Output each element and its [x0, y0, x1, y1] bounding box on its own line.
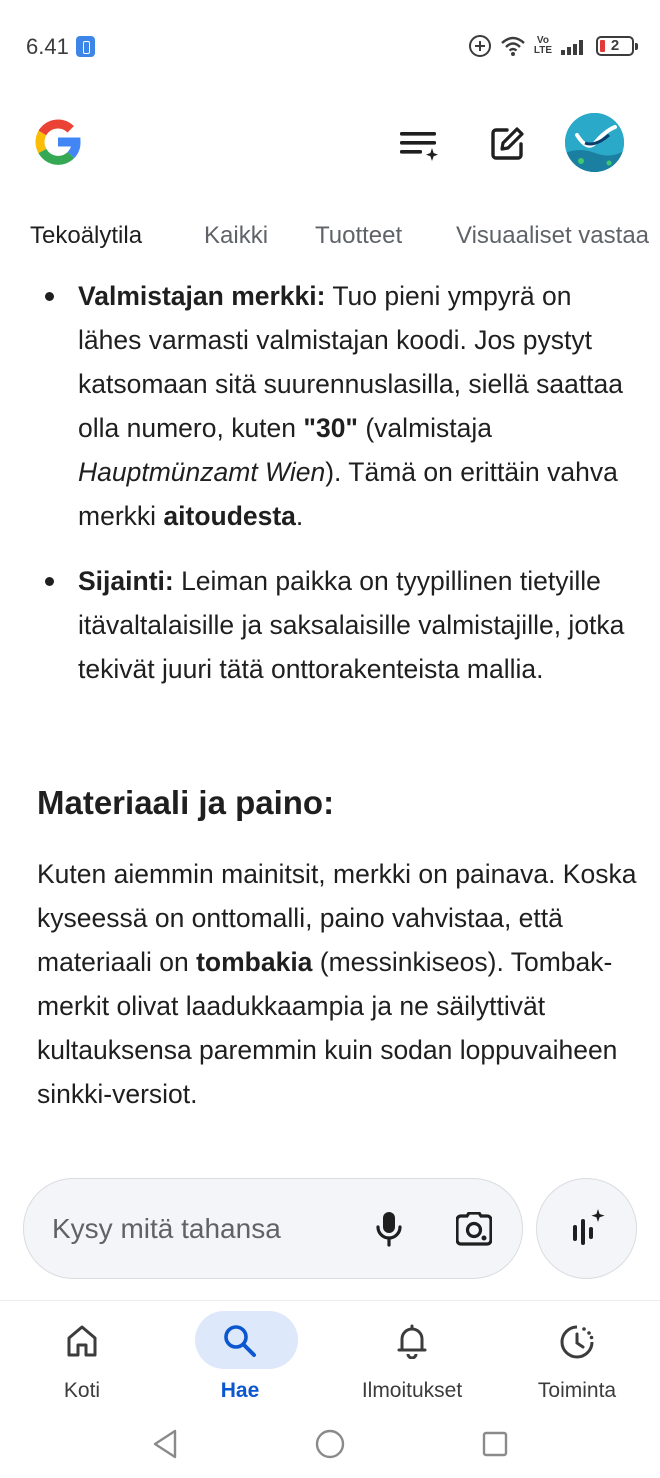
nav-notifications[interactable]	[332, 1311, 492, 1406]
section-heading: Materiaali ja paino:	[37, 784, 335, 821]
home-circle-icon	[314, 1428, 346, 1460]
nav-icon-wrap	[497, 1323, 657, 1359]
google-lens-button[interactable]	[449, 1204, 499, 1254]
bell-icon	[394, 1323, 430, 1359]
status-time: 6.41	[26, 34, 69, 59]
microphone-icon	[374, 1210, 404, 1248]
activity-icon	[558, 1323, 596, 1361]
back-triangle-icon	[150, 1428, 180, 1460]
bottom-navigation	[0, 1300, 660, 1410]
paragraph-bold: tombakia	[196, 947, 313, 977]
system-home-button[interactable]	[310, 1426, 350, 1462]
voice-search-button[interactable]	[364, 1204, 414, 1254]
avatar-image	[565, 113, 624, 172]
nav-label: Toiminta	[537, 1379, 617, 1402]
list-item	[78, 274, 638, 538]
status-icons	[468, 32, 634, 60]
search-input[interactable]	[23, 1178, 523, 1279]
tab-visual-matches[interactable]: Visuaaliset vastaa	[456, 222, 650, 249]
system-back-button[interactable]	[145, 1426, 185, 1462]
tab-products[interactable]: Tuotteet	[315, 222, 403, 249]
battery-icon	[596, 36, 634, 56]
bullet-bold: aitoudesta	[163, 501, 296, 531]
search-mode-tabs	[0, 208, 660, 264]
nav-home[interactable]	[2, 1311, 162, 1406]
nav-icon-wrap	[332, 1323, 492, 1359]
system-recents-button[interactable]	[475, 1426, 515, 1462]
search-icon	[222, 1323, 258, 1359]
bullet-title: Valmistajan merkki:	[78, 281, 326, 311]
avatar[interactable]	[565, 113, 624, 172]
volte-bottom-text: LTE	[533, 45, 552, 56]
volte-top-text: Vo	[536, 35, 549, 46]
notification-app-icon	[76, 36, 95, 57]
recents-square-icon	[480, 1429, 510, 1459]
search-placeholder: Kysy mitä tahansa	[52, 1213, 281, 1244]
app-header	[0, 100, 660, 190]
bullet-text: Tuo pieni ympyrä on lähes varmasti valmistajan koodi. Jos pystyt katsomaan sitä suurennuslasilla, siellä saattaa olla numero, kuten	[78, 281, 624, 443]
nav-icon-wrap	[2, 1323, 162, 1359]
nav-label: Koti	[63, 1379, 101, 1402]
google-logo-icon[interactable]	[30, 114, 86, 170]
signal-icon	[560, 36, 588, 56]
bullet-text: ). Tämä on erittäin vahva merkki	[78, 457, 618, 531]
live-waveform-icon	[567, 1207, 607, 1251]
list-item	[78, 559, 638, 691]
bullet-title: Sijainti:	[78, 566, 174, 596]
lens-camera-icon	[456, 1212, 492, 1246]
wifi-icon	[500, 35, 526, 57]
nav-label: Ilmoitukset	[361, 1379, 463, 1402]
nav-icon-wrap	[160, 1323, 320, 1359]
answer-paragraph	[37, 852, 637, 1116]
bullet-text: (valmistaja	[358, 413, 493, 443]
volte-indicator	[534, 36, 552, 56]
ai-history-button[interactable]	[392, 118, 444, 170]
edit-note-icon	[487, 124, 527, 164]
live-voice-button[interactable]	[536, 1178, 637, 1279]
answer-bullet-list	[78, 274, 638, 691]
battery-level: 2	[610, 37, 620, 54]
bullet-italic: Hauptmünzamt Wien	[78, 457, 326, 487]
home-icon	[64, 1323, 100, 1359]
status-bar	[0, 0, 660, 92]
new-chat-button[interactable]	[481, 118, 533, 170]
bullet-text: .	[295, 501, 304, 531]
paragraph-text: Kuten aiemmin mainitsit, merkki on painava. Koska kyseessä on onttomalli, paino vahvistaa, että materiaali on	[37, 859, 637, 977]
ai-answer-content	[0, 264, 660, 1174]
tab-all[interactable]: Kaikki	[204, 222, 269, 249]
ai-list-icon	[396, 124, 440, 164]
nav-search[interactable]	[160, 1311, 320, 1406]
tab-ai-mode[interactable]: Tekoälytila	[30, 222, 143, 249]
paragraph-text: (messinkiseos). Tombak-merkit olivat laadukkaampia ja ne säilyttivät kultauksensa paremmin kuin sodan loppuvaiheen sinkki-versiot.	[37, 947, 618, 1109]
system-navigation-bar	[0, 1410, 660, 1478]
nav-label: Hae	[220, 1379, 260, 1402]
bullet-text: Leiman paikka on tyypillinen tietyille itävaltalaisille ja saksalaisille valmistajille, jotka tekivät juuri tätä onttorakenteista mallia.	[78, 566, 625, 684]
nav-activity[interactable]	[497, 1311, 657, 1406]
bullet-bold: "30"	[303, 413, 358, 443]
hotspot-plus-icon	[468, 34, 492, 58]
